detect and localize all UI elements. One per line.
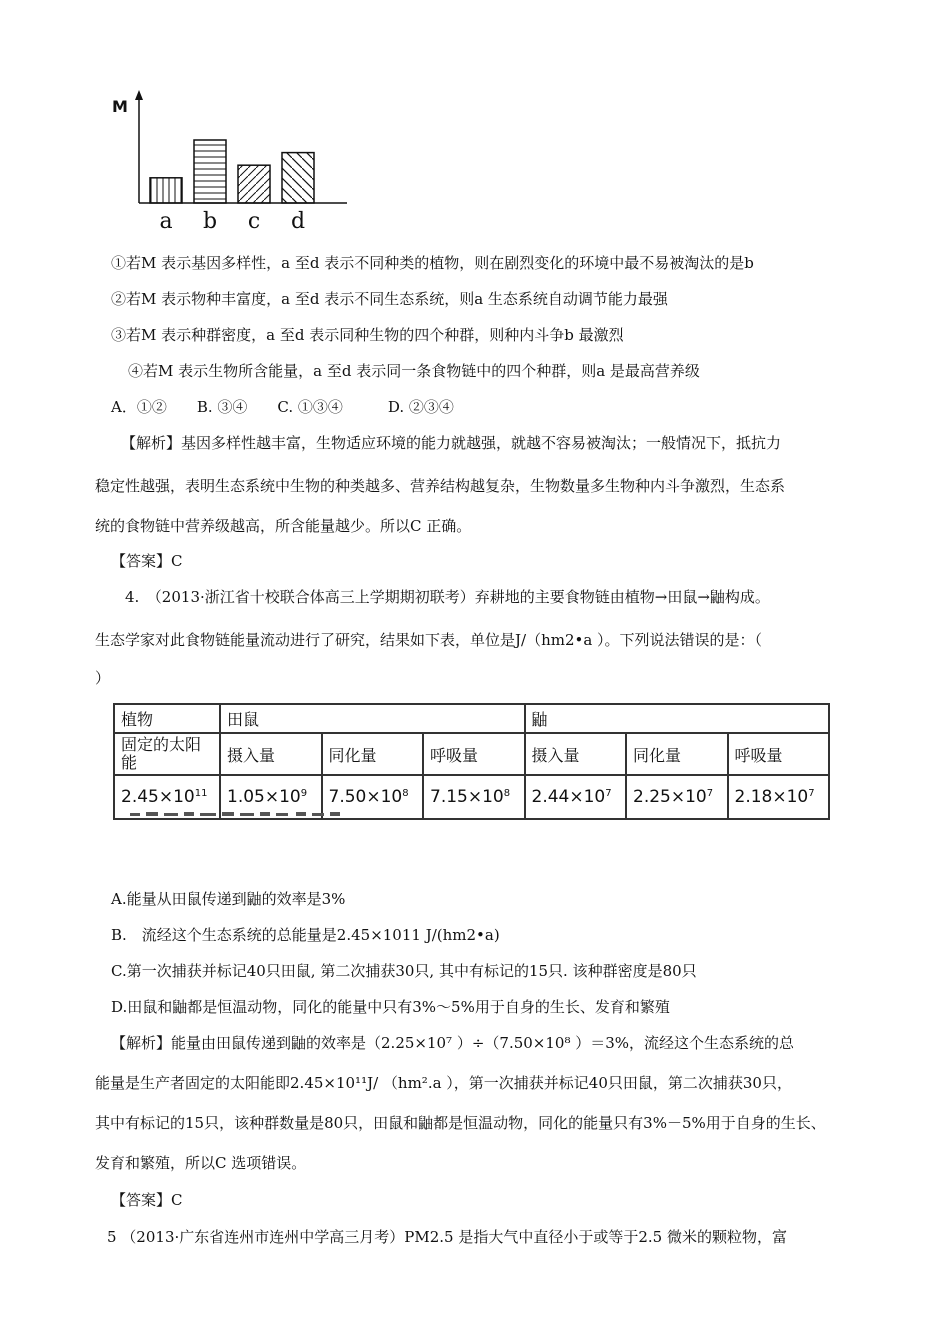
q4-stem-line-2: 生态学家对此食物链能量流动进行了研究，结果如下表，单位是J/（hm2•a ）。下列说法错误的是：（ xyxy=(95,631,763,649)
q3-analysis-line-3: 统的食物链中营养级越高，所含能量越少。所以C 正确。 xyxy=(95,517,472,535)
q4-analysis-line-4: 发育和繁殖，所以C 选项错误。 xyxy=(95,1154,307,1172)
mantissa: 2.18×10 xyxy=(734,787,809,807)
q4-stem-line-1: 4. （2013·浙江省十校联合体高三上学期期初联考）弃耕地的主要食物链由植物→田鼠→鼬构成。 xyxy=(125,588,770,606)
exponent: 8 xyxy=(503,788,511,799)
exponent: 11 xyxy=(194,788,208,799)
bar-a xyxy=(150,178,182,203)
q4-analysis-line-1: 【解析】能量由田鼠传递到鼬的效率是（2.25×10⁷ ）÷（7.50×10⁸ ）＝3%，流经这个生态系统的总 xyxy=(111,1034,795,1052)
value-cell xyxy=(423,775,525,819)
mantissa: 7.50×10 xyxy=(328,787,403,807)
header-solar: 固定的太阳能 xyxy=(114,733,220,775)
q3-analysis-line-2: 稳定性越强，表明生态系统中生物的种类越多、营养结构越复杂，生物数量多生物种内斗争激烈，生态系 xyxy=(95,477,786,495)
q4-analysis-line-3: 其中有标记的15只，该种群数量是80只，田鼠和鼬都是恒温动物，同化的能量只有3%－5%用于自身的生长、 xyxy=(95,1114,826,1132)
clipped-text-fragment xyxy=(128,812,348,818)
bar-b xyxy=(194,140,226,203)
group-weasel: 鼬 xyxy=(525,704,830,733)
value-cell xyxy=(525,775,627,819)
exponent: 8 xyxy=(402,788,409,799)
exponent: 7 xyxy=(808,788,815,799)
value-cell xyxy=(728,775,830,819)
exponent: 7 xyxy=(706,788,714,799)
q4-option-d: D.田鼠和鼬都是恒温动物，同化的能量中只有3%～5%用于自身的生长、发育和繁殖 xyxy=(111,998,670,1016)
y-axis-label: M xyxy=(112,97,128,116)
q4-option-b: B. 流经这个生态系统的总能量是2.45×1011 J/(hm2•a) xyxy=(111,926,500,944)
y-axis-arrow xyxy=(135,90,143,100)
q3-option-3: ③若M 表示种群密度，a 至d 表示同种生物的四个种群，则种内斗争b 最激烈 xyxy=(111,326,624,344)
bar-chart xyxy=(112,88,352,233)
mantissa: 2.45×10 xyxy=(121,787,195,807)
energy-table xyxy=(113,703,830,820)
q4-option-c: C.第一次捕获并标记40只田鼠, 第二次捕获30只, 其中有标记的15只. 该种群密度是80只 xyxy=(111,962,697,980)
q3-analysis-line-1: 【解析】基因多样性越丰富，生物适应环境的能力就越强，就越不容易被淘汰；一般情况下，抵抗力 xyxy=(121,434,782,452)
q4-analysis-line-2: 能量是生产者固定的太阳能即2.45×10¹¹J/ （hm².a ），第一次捕获并标记40只田鼠，第二次捕获30只， xyxy=(95,1074,792,1092)
x-tick-label: b xyxy=(202,209,218,233)
mantissa: 7.15×10 xyxy=(430,787,504,807)
exponent: 7 xyxy=(605,788,612,799)
q4-answer: 【答案】C xyxy=(111,1191,183,1209)
q3-choices: A．①② B. ③④ C. ①③④ D. ②③④ xyxy=(111,398,454,416)
mantissa: 1.05×10 xyxy=(227,787,301,807)
q3-option-1: ①若M 表示基因多样性，a 至d 表示不同种类的植物，则在剧烈变化的环境中最不易被淘汰的是b xyxy=(111,254,754,272)
x-tick-label: d xyxy=(290,209,306,233)
x-tick-label: a xyxy=(159,209,173,233)
q5-stem: 5 （2013·广东省连州市连州中学高三月考）PM2.5 是指大气中直径小于或等于2.5 微米的颗粒物，富 xyxy=(107,1228,787,1246)
group-plant: 植物 xyxy=(114,704,220,733)
value-cell xyxy=(626,775,728,819)
q4-option-a: A.能量从田鼠传递到鼬的效率是3% xyxy=(111,890,346,908)
q4-stem-line-3: ） xyxy=(95,669,111,687)
exponent: 9 xyxy=(300,788,308,799)
header-respiration: 呼吸量 xyxy=(728,733,830,775)
header-assimilation: 同化量 xyxy=(322,733,424,775)
mantissa: 2.25×10 xyxy=(633,787,707,807)
bar-d xyxy=(282,153,314,203)
group-vole: 田鼠 xyxy=(220,704,525,733)
header-intake: 摄入量 xyxy=(220,733,322,775)
bar-c xyxy=(238,165,270,203)
header-intake: 摄入量 xyxy=(525,733,627,775)
q3-option-4: ④若M 表示生物所含能量，a 至d 表示同一条食物链中的四个种群，则a 是最高营养级 xyxy=(128,362,700,380)
mantissa: 2.44×10 xyxy=(531,787,606,807)
x-tick-label: c xyxy=(247,209,261,233)
header-assimilation: 同化量 xyxy=(626,733,728,775)
q3-answer: 【答案】C xyxy=(111,552,183,570)
q3-option-2: ②若M 表示物种丰富度，a 至d 表示不同生态系统，则a 生态系统自动调节能力最强 xyxy=(111,290,668,308)
header-respiration: 呼吸量 xyxy=(423,733,525,775)
